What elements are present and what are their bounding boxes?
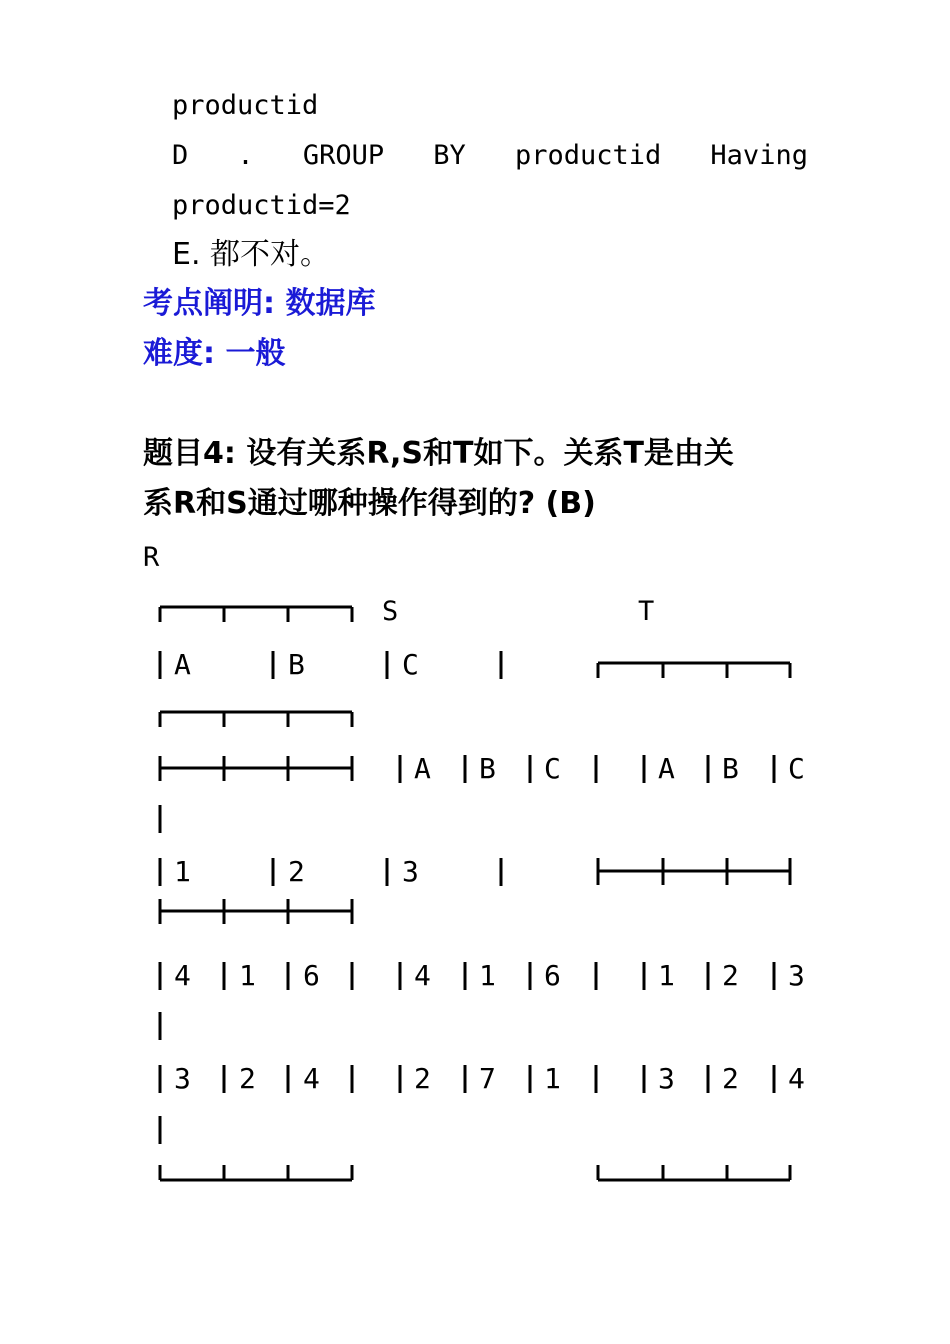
table-t-name: T [638,596,655,627]
option-d-tail: productid=2 [172,190,351,221]
option-d-word: productid [514,140,662,171]
r-cell: 6 [303,959,320,992]
r-cell: 2 [239,1062,256,1095]
s-cell: 4 [414,959,431,992]
question-line-1: 题目4: 设有关系R,S和T如下。关系T是由关 [143,436,734,471]
r-cell: 1 [174,855,191,888]
t-cell: 1 [658,959,675,992]
s-cell: 1 [479,959,496,992]
t-cell: 3 [788,959,805,992]
option-d-word: Having [710,140,808,171]
t-cell: 2 [722,1062,739,1095]
table-s-name: S [382,596,399,627]
r-cell: 4 [303,1062,320,1095]
s-cell: 6 [544,959,561,992]
difficulty: 难度: 一般 [143,336,286,371]
r-cell: 4 [174,959,191,992]
s-cell: 7 [479,1062,496,1095]
s-col-c: C [544,752,561,785]
t-col-b: B [722,752,739,785]
r-header-a: A [174,648,191,681]
t-col-a: A [658,752,675,785]
s-cell: 3 [402,855,419,888]
s-col-a: A [414,752,431,785]
t-cell: 3 [658,1062,675,1095]
s-col-b: B [479,752,496,785]
table-r-name: R [143,542,160,573]
knowledge-point: 考点阐明: 数据库 [143,286,376,321]
s-cell: 2 [414,1062,431,1095]
question-line-2: 系R和S通过哪种操作得到的? (B) [143,486,596,521]
r-cell: 3 [174,1062,191,1095]
t-cell: 4 [788,1062,805,1095]
option-d-word: D [172,140,189,171]
option-d-word: GROUP [302,140,385,171]
option-c-tail: productid [172,90,319,121]
r-header-b: B [288,648,305,681]
t-col-c: C [788,752,805,785]
option-e: E. 都不对。 [172,237,331,272]
s-cell: 1 [544,1062,561,1095]
option-d-word: BY [433,140,466,171]
t-cell: 2 [722,959,739,992]
r-cell: 2 [288,855,305,888]
option-d-word: . [237,140,254,171]
s-header-c: C [402,648,419,681]
r-cell: 1 [239,959,256,992]
